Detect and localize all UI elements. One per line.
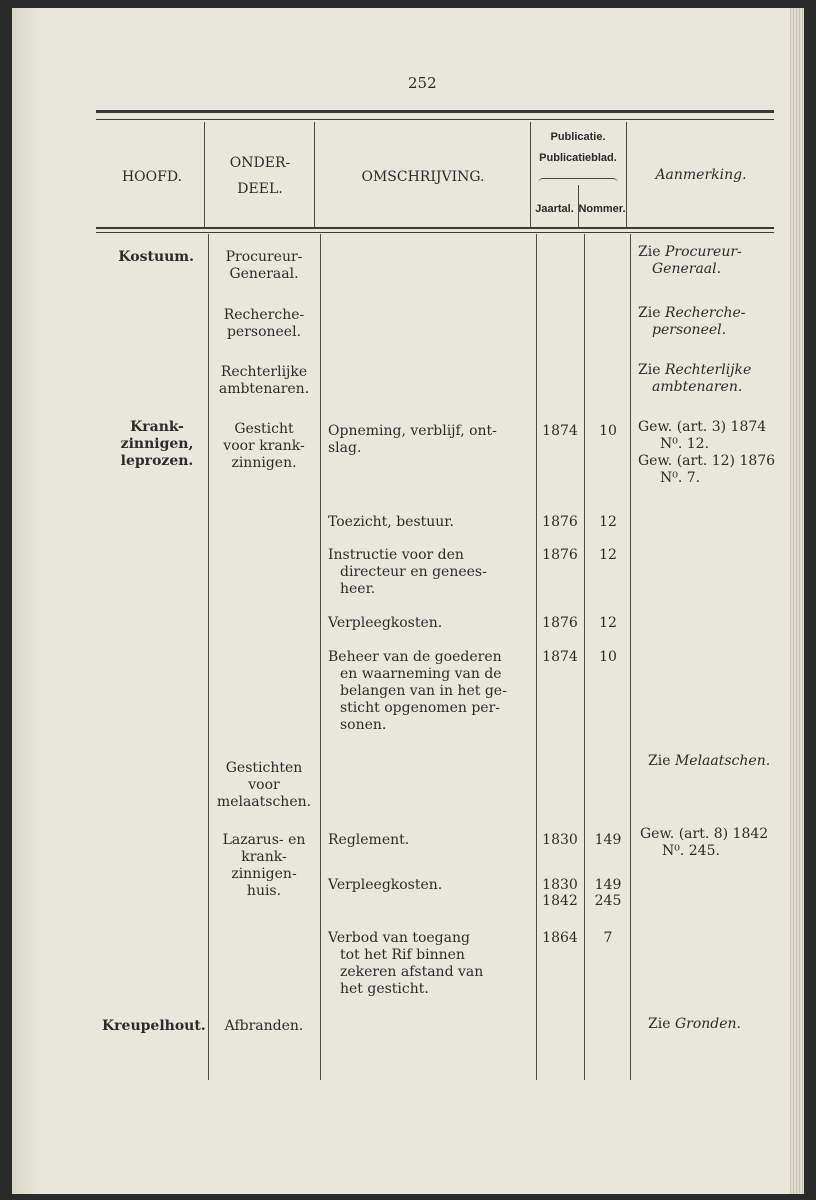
header-bottom-rule bbox=[96, 227, 774, 229]
header-omschrijving: OMSCHRIJVING. bbox=[361, 169, 485, 185]
nr-toezicht: 12 bbox=[599, 514, 617, 530]
header-publicatie: Publicatie. bbox=[550, 131, 606, 143]
jaar-verbod: 1864 bbox=[542, 930, 578, 946]
col-line-5-header bbox=[626, 122, 627, 228]
oms-instructie: Instructie voor den directeur en genees- heer. bbox=[328, 547, 487, 597]
nr-instructie: 12 bbox=[599, 547, 617, 563]
nr-opneming: 10 bbox=[599, 423, 617, 439]
header-nommer: Nommer. bbox=[578, 203, 626, 215]
nr-verpleegkosten-1: 12 bbox=[599, 615, 617, 631]
col-line-1-header bbox=[204, 122, 205, 228]
col-line-2 bbox=[320, 234, 321, 1080]
nr-beheer: 10 bbox=[599, 649, 617, 665]
header-publicatieblad: Publicatieblad. bbox=[539, 152, 617, 164]
hoofd-kostuum: Kostuum. bbox=[118, 249, 194, 265]
deel-lazarus: Lazarus- en krank- zinnigen- huis. bbox=[222, 832, 306, 899]
header-hoofd: HOOFD. bbox=[121, 169, 183, 185]
jaar-toezicht: 1876 bbox=[542, 514, 578, 530]
nr-verbod: 7 bbox=[603, 930, 613, 946]
page-number: 252 bbox=[408, 74, 437, 92]
aanm-opneming: Gew. (art. 3) 1874 N⁰. 12. Gew. (art. 12) 1876 N⁰. 7. bbox=[638, 419, 776, 486]
col-line-2-header bbox=[314, 122, 315, 228]
col-line-5 bbox=[630, 234, 631, 1080]
oms-verpleegkosten-2: Verpleegkosten. bbox=[328, 877, 443, 893]
jaar-reglement: 1830 bbox=[542, 832, 578, 848]
oms-verbod: Verbod van toegang tot het Rif binnen zekeren afstand van het gesticht. bbox=[328, 930, 484, 997]
col-line-4 bbox=[584, 234, 585, 1080]
header-bottom-rule-thin bbox=[96, 232, 774, 233]
top-rule bbox=[96, 110, 774, 113]
nr-verpleegkosten-2: 149 245 bbox=[594, 877, 622, 909]
aanm-recherche: Zie Recherche- personeel. bbox=[638, 305, 746, 338]
page-edge bbox=[790, 8, 804, 1194]
col-line-1 bbox=[208, 234, 209, 1080]
page-gutter bbox=[12, 8, 42, 1194]
header-jaartal: Jaartal. bbox=[535, 203, 574, 215]
deel-gesticht-krankzinnigen: Gesticht voor krank- zinnigen. bbox=[223, 421, 305, 471]
deel-procureur: Procureur- Generaal. bbox=[225, 249, 303, 282]
jaar-beheer: 1874 bbox=[542, 649, 578, 665]
deel-recherche: Recherche- personeel. bbox=[223, 307, 305, 340]
hoofd-kreupelhout: Kreupelhout. bbox=[102, 1018, 206, 1034]
jaar-verpleegkosten-2: 1830 1842 bbox=[542, 877, 578, 909]
deel-rechterlijke: Rechterlijke ambtenaren. bbox=[218, 364, 310, 397]
oms-beheer: Beheer van de goederen en waarneming van de belangen van in het ge- sticht opgenomen per- sonen. bbox=[328, 649, 507, 733]
hoofd-krankzinnigen: Krank- zinnigen, leprozen. bbox=[120, 419, 194, 469]
aanm-reglement: Gew. (art. 8) 1842 N⁰. 245. bbox=[640, 826, 769, 859]
deel-afbranden: Afbranden. bbox=[224, 1018, 304, 1034]
jaar-instructie: 1876 bbox=[542, 547, 578, 563]
top-rule-thin bbox=[96, 119, 774, 120]
deel-melaatschen: Gestichten voor melaatschen. bbox=[216, 760, 312, 810]
header-onderdeel-line1: ONDER- bbox=[229, 155, 291, 171]
oms-opneming: Opneming, verblijf, ont- slag. bbox=[328, 423, 497, 456]
jaar-verpleegkosten-1: 1876 bbox=[542, 615, 578, 631]
oms-reglement: Reglement. bbox=[328, 832, 410, 848]
header-onderdeel-line2: DEEL. bbox=[237, 181, 283, 197]
oms-toezicht: Toezicht, bestuur. bbox=[328, 514, 454, 530]
jaar-opneming: 1874 bbox=[542, 423, 578, 439]
publicatie-brace bbox=[538, 178, 618, 183]
aanm-kreupelhout: Zie Gronden. bbox=[648, 1016, 741, 1032]
aanm-rechterlijke: Zie Rechterlijke ambtenaren. bbox=[638, 362, 752, 395]
aanm-procureur: Zie Procureur- Generaal. bbox=[638, 244, 742, 277]
nr-reglement: 149 bbox=[594, 832, 622, 848]
oms-verpleegkosten-1: Verpleegkosten. bbox=[328, 615, 443, 631]
aanm-melaatschen: Zie Melaatschen. bbox=[648, 753, 771, 769]
header-aanmerking: Aanmerking. bbox=[655, 167, 747, 183]
